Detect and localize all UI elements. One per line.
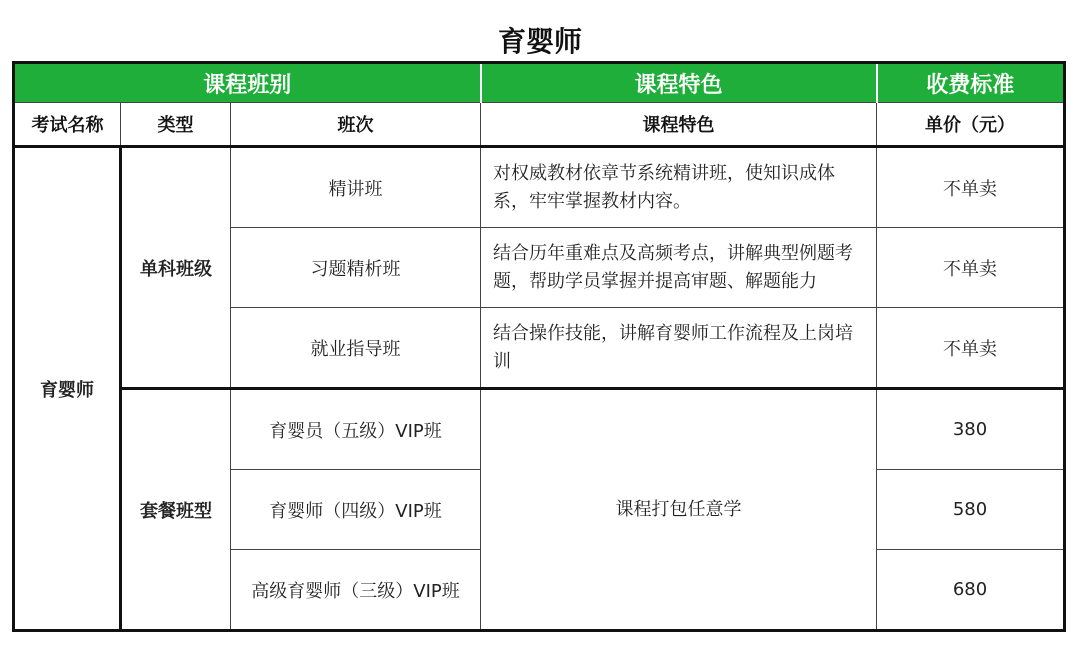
feature-cell-shared: 课程打包任意学 [481,389,877,631]
type-cell-single: 单科班级 [121,147,231,389]
page-title: 育婴师 [497,25,582,58]
table-row [14,147,1065,228]
price-cell: 不单卖 [877,228,1065,308]
course-table [12,61,1066,632]
price-cell: 380 [877,389,1065,470]
exam-name-cell: 育婴师 [14,147,121,631]
column-header-exam: 考试名称 [14,103,121,147]
price-cell: 580 [877,470,1065,550]
price-cell: 不单卖 [877,308,1065,389]
group-header-feature: 课程特色 [481,63,877,103]
group-header-row [14,63,1065,103]
group-header-class: 课程班别 [14,63,481,103]
column-header-price: 单价（元） [877,103,1065,147]
class-cell: 就业指导班 [231,308,481,389]
feature-cell: 结合操作技能，讲解育婴师工作流程及上岗培训 [481,308,877,389]
class-cell: 高级育婴师（三级）VIP班 [231,550,481,631]
class-cell: 育婴师（四级）VIP班 [231,470,481,550]
class-cell: 育婴员（五级）VIP班 [231,389,481,470]
column-header-row [14,103,1065,147]
column-header-class: 班次 [231,103,481,147]
feature-cell: 结合历年重难点及高频考点，讲解典型例题考题，帮助学员掌握并提高审题、解题能力 [481,228,877,308]
column-header-feature: 课程特色 [481,103,877,147]
price-cell: 680 [877,550,1065,631]
group-header-fee: 收费标准 [877,63,1065,103]
price-cell: 不单卖 [877,147,1065,228]
class-cell: 习题精析班 [231,228,481,308]
class-cell: 精讲班 [231,147,481,228]
table-row [14,389,1065,470]
feature-cell: 对权威教材依章节系统精讲班，使知识成体系，牢牢掌握教材内容。 [481,147,877,228]
column-header-type: 类型 [121,103,231,147]
type-cell-package: 套餐班型 [121,389,231,631]
